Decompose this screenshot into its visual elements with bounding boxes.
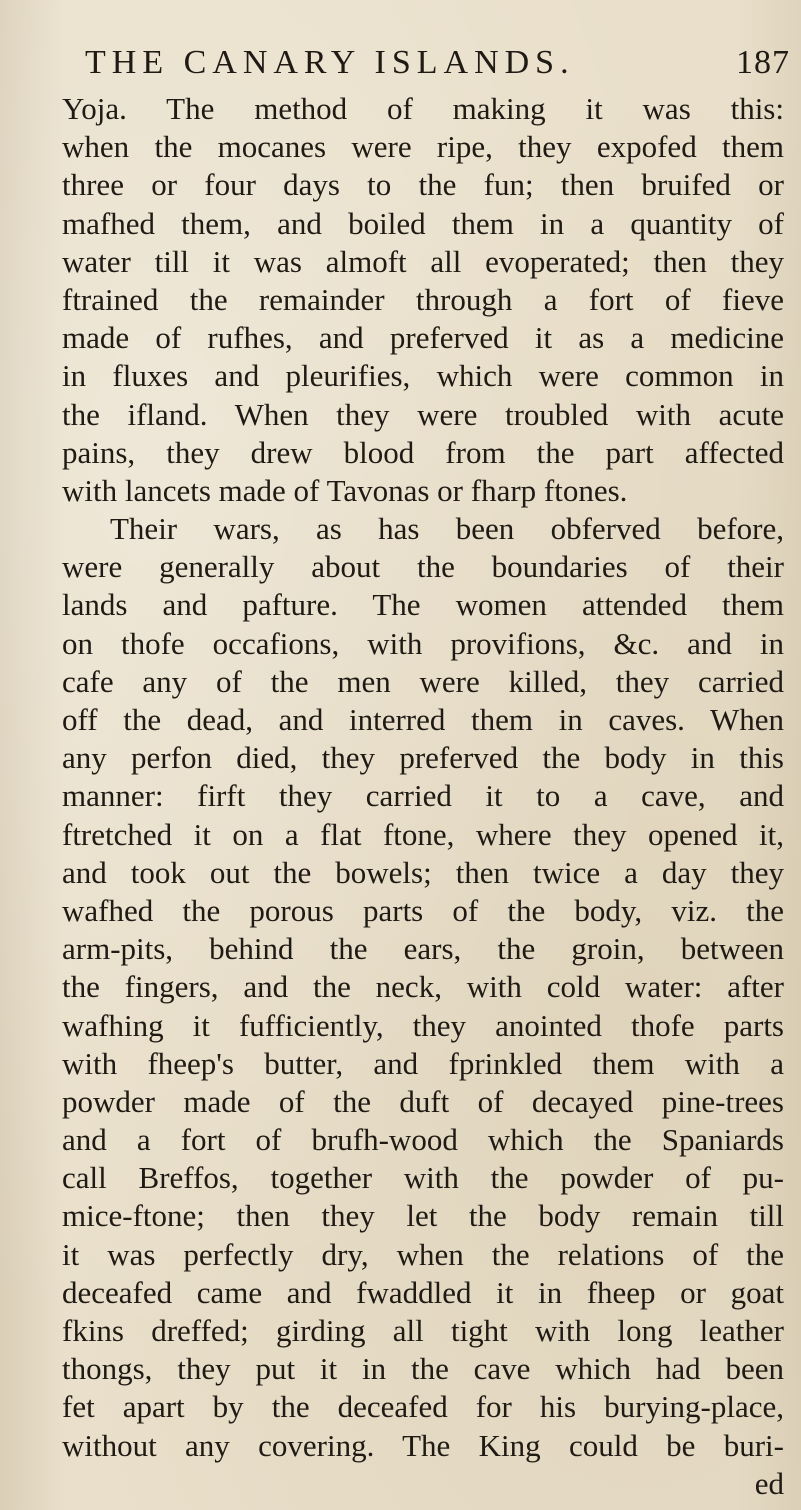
paragraph-start-line: Their wars, as has been obferved before, xyxy=(110,511,784,547)
text-line: wafhing it fufficiently, they anointed thofe parts xyxy=(62,1007,784,1043)
page-number: 187 xyxy=(736,44,790,81)
text-line: fet apart by the deceafed for his burying-place, xyxy=(62,1389,784,1425)
text-line: and a fort of brufh-wood which the Spaniards xyxy=(62,1122,784,1158)
running-title: THE CANARY ISLANDS. xyxy=(85,44,575,81)
text-line: in fluxes and pleurifies, which were common in xyxy=(62,358,784,394)
text-line: were generally about the boundaries of their xyxy=(62,549,784,585)
body-text xyxy=(62,90,784,1503)
text-line: it was perfectly dry, when the relations of the xyxy=(62,1236,784,1272)
text-line: arm-pits, behind the ears, the groin, between xyxy=(62,931,784,967)
text-line: manner: firft they carried it to a cave, and xyxy=(62,778,784,814)
text-line: any perfon died, they preferved the body in this xyxy=(62,740,784,776)
text-line: powder made of the duft of decayed pine-trees xyxy=(62,1083,784,1119)
text-line: the ifland. When they were troubled with acute xyxy=(62,396,784,432)
text-line: mafhed them, and boiled them in a quantity of xyxy=(62,205,784,241)
text-line: when the mocanes were ripe, they expofed them xyxy=(62,129,784,165)
text-line: wafhed the porous parts of the body, viz. the xyxy=(62,892,784,928)
running-head xyxy=(0,44,801,92)
text-line: fkins dreffed; girding all tight with long leather xyxy=(62,1313,784,1348)
text-line: the fingers, and the neck, with cold water: after xyxy=(62,969,784,1005)
text-line: ftretched it on a flat ftone, where they opened it, xyxy=(62,816,784,852)
text-line: made of rufhes, and preferved it as a medicine xyxy=(62,320,784,356)
text-line: with fheep's butter, and fprinkled them with a xyxy=(62,1045,784,1081)
text-line: Yoja. The method of making it was this: xyxy=(62,91,784,126)
text-line: call Breffos, together with the powder of pu- xyxy=(62,1160,784,1196)
text-line: lands and pafture. The women attended them xyxy=(62,587,784,623)
text-line: pains, they drew blood from the part affected xyxy=(62,434,784,470)
hyphenation-continuation: ed xyxy=(754,1465,784,1501)
text-line: off the dead, and interred them in caves. When xyxy=(62,702,784,737)
text-line: on thofe occafions, with provifions, &c. and in xyxy=(62,625,784,661)
text-line: cafe any of the men were killed, they carried xyxy=(62,663,784,699)
text-line: water till it was almoft all evoperated; then they xyxy=(62,243,784,279)
text-line: without any covering. The King could be buri- xyxy=(62,1427,784,1463)
text-line: three or four days to the fun; then bruifed or xyxy=(62,167,784,203)
text-line: with lancets made of Tavonas or fharp ftones. xyxy=(62,472,628,508)
text-line: deceafed came and fwaddled it in fheep or goat xyxy=(62,1274,784,1310)
text-line: mice-ftone; then they let the body remain till xyxy=(62,1198,784,1234)
text-line: ftrained the remainder through a fort of fieve xyxy=(62,281,784,317)
text-line: thongs, they put it in the cave which had been xyxy=(62,1351,784,1387)
text-line: and took out the bowels; then twice a day they xyxy=(62,854,784,890)
